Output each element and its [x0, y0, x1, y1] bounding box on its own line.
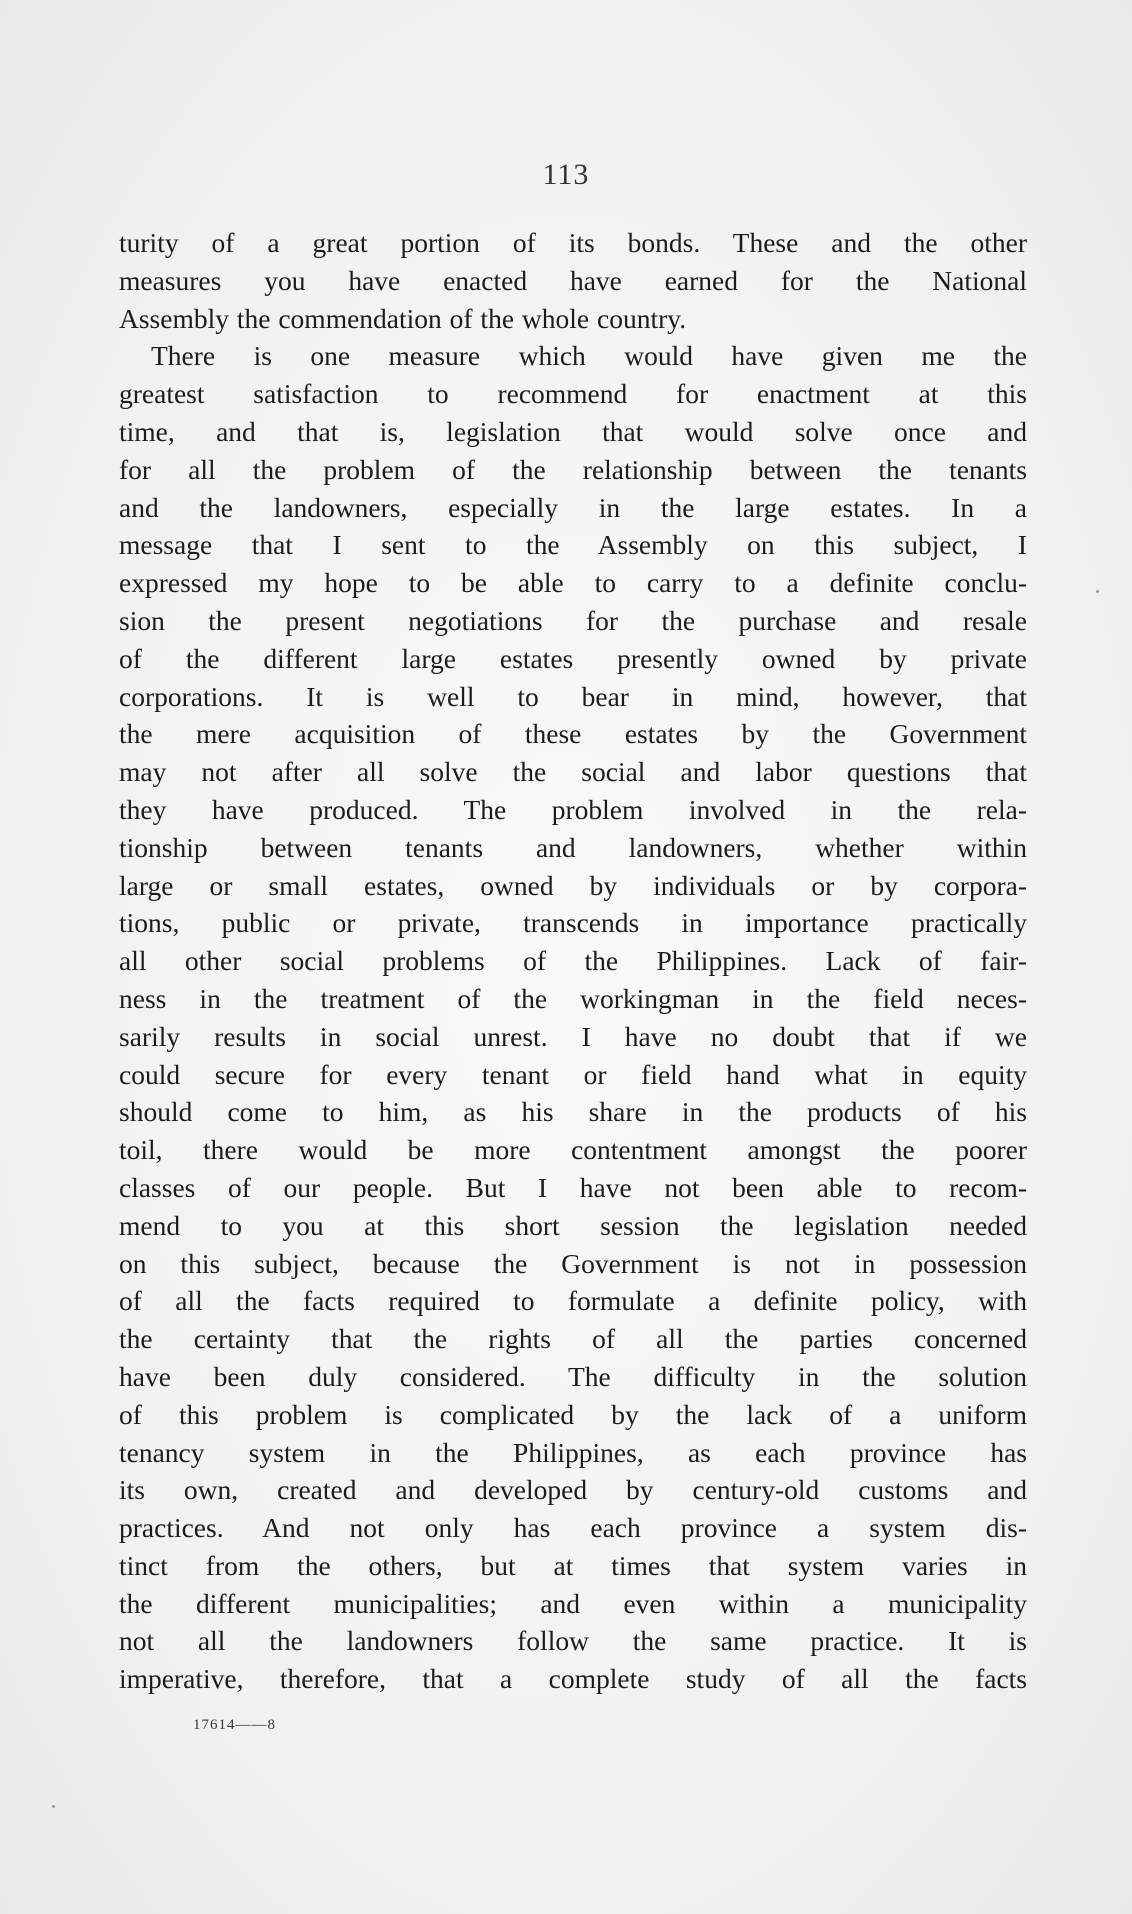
text-line: of the different large estates presently owned by private: [119, 642, 1027, 674]
text-line: all other social problems of the Philippines. Lack of fair-: [119, 945, 1027, 977]
text-line: the different municipalities; and even within a municipality: [119, 1587, 1027, 1619]
paper-speck: [1096, 590, 1099, 593]
text-line: could secure for every tenant or field hand what in equity: [119, 1058, 1027, 1090]
text-line: tionship between tenants and landowners, whether within: [119, 831, 1027, 863]
text-line: classes of our people. But I have not been able to recom-: [119, 1171, 1027, 1203]
paragraph-start-line: There is one measure which would have given me the: [151, 340, 1027, 372]
body-text: [119, 224, 1027, 1698]
text-line: practices. And not only has each province a system dis-: [119, 1512, 1027, 1544]
text-line: the certainty that the rights of all the parties concerned: [119, 1323, 1027, 1355]
text-line: the mere acquisition of these estates by the Government: [119, 718, 1027, 750]
text-line: tinct from the others, but at times that system varies in: [119, 1549, 1027, 1581]
text-line: tenancy system in the Philippines, as each province has: [119, 1436, 1027, 1468]
text-line: may not after all solve the social and labor questions that: [119, 756, 1027, 788]
text-line: measures you have enacted have earned for the National: [119, 264, 1027, 296]
text-line: of this problem is complicated by the lack of a uniform: [119, 1398, 1027, 1430]
text-line: greatest satisfaction to recommend for enactment at this: [119, 378, 1027, 410]
text-line: of all the facts required to formulate a definite policy, with: [119, 1285, 1027, 1317]
text-line: message that I sent to the Assembly on this subject, I: [119, 529, 1027, 561]
text-line: not all the landowners follow the same practice. It is: [119, 1625, 1027, 1657]
text-line: tions, public or private, transcends in importance practically: [119, 907, 1027, 939]
text-line: Assembly the commendation of the whole country.: [119, 302, 687, 334]
text-line: toil, there would be more contentment amongst the poorer: [119, 1134, 1027, 1166]
text-line: corporations. It is well to bear in mind, however, that: [119, 680, 1027, 712]
text-line: sarily results in social unrest. I have no doubt that if we: [119, 1020, 1027, 1052]
text-line: large or small estates, owned by individuals or by corpora-: [119, 869, 1027, 901]
text-line: on this subject, because the Government is not in possession: [119, 1247, 1027, 1279]
text-line: ness in the treatment of the workingman in the field neces-: [119, 982, 1027, 1014]
printer-signature-mark: 17614——8: [193, 1717, 276, 1733]
text-line: and the landowners, especially in the large estates. In a: [119, 491, 1027, 523]
paper-speck: [52, 1805, 55, 1808]
text-line: imperative, therefore, that a complete study of all the facts: [119, 1663, 1027, 1695]
text-line: turity of a great portion of its bonds. These and the other: [119, 227, 1027, 258]
text-line: they have produced. The problem involved in the rela-: [119, 793, 1027, 825]
page-number: 113: [542, 158, 590, 191]
text-line: time, and that is, legislation that would solve once and: [119, 415, 1027, 447]
text-line: sion the present negotiations for the purchase and resale: [119, 604, 1027, 636]
text-line: for all the problem of the relationship between the tenants: [119, 453, 1027, 485]
text-line: should come to him, as his share in the products of his: [119, 1096, 1027, 1128]
text-line: mend to you at this short session the legislation needed: [119, 1209, 1027, 1241]
text-line: expressed my hope to be able to carry to a definite conclu-: [119, 567, 1027, 599]
text-line: its own, created and developed by century-old customs and: [119, 1474, 1027, 1506]
text-line: have been duly considered. The difficulty in the solution: [119, 1360, 1027, 1392]
